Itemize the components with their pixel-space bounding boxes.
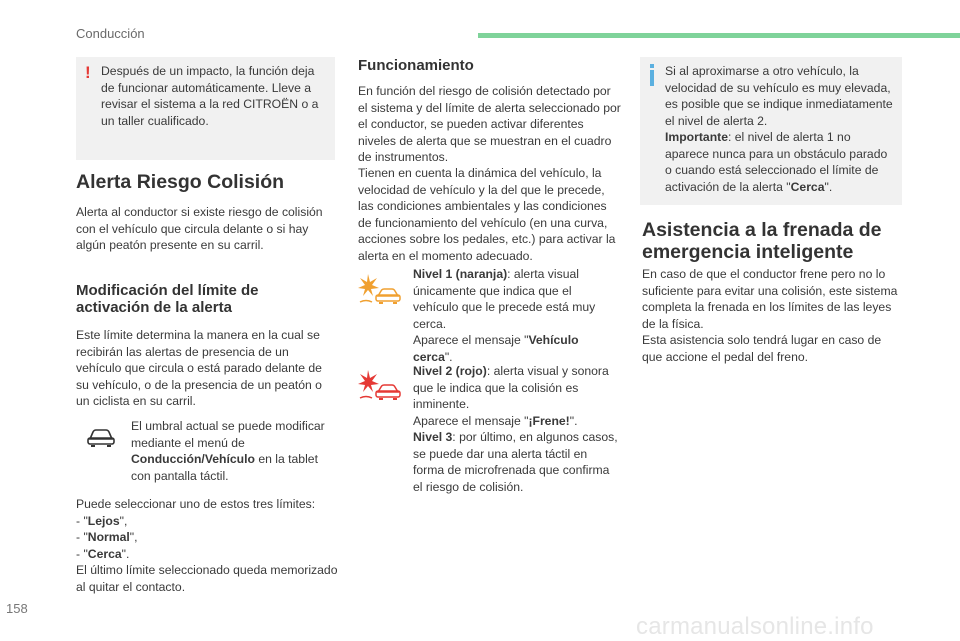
list-item: [76, 546, 338, 563]
level1-desc: : alerta visual únicamente que indica que el vehículo que le precede está muy cerca.: [413, 267, 596, 331]
info-icon: [648, 64, 656, 91]
level2-text: [413, 363, 618, 495]
select-intro: Puede seleccionar uno de estos tres límites:: [76, 497, 316, 511]
list-item: [76, 529, 338, 546]
heading-asistencia-frenada: Asistencia a la frenada de emergencia inteligente: [642, 219, 882, 263]
heading-alerta-riesgo: Alerta Riesgo Colisión: [76, 171, 285, 193]
car-icon: [86, 426, 116, 453]
info-note-important: Importante: [665, 130, 728, 144]
option-suffix: ",: [119, 513, 128, 528]
limit-paragraph: Este límite determina la manera en la cual se recibirán las alertas de presencia de un vehículo que circula o está parado delante de su vehículo, o de la presencia de un peatón o un ciclista en su carril.: [76, 328, 322, 408]
heading-modificacion-limite: Modificación del límite de activación de la alerta: [76, 282, 259, 316]
func-paragraph-1: En función del riesgo de colisión detectado por el sistema y del límite de alerta seleccionado por el conductor, se pueden activar diferentes niveles de alerta que se muestran en el cuadro de instrumentos.: [358, 84, 621, 164]
level2-msg-a: Aparece el mensaje ": [413, 413, 529, 428]
option-prefix: - ": [76, 546, 88, 561]
watermark: carmanualsonline.info: [636, 613, 874, 640]
warning-icon: !: [85, 63, 91, 82]
option-normal: Normal: [87, 530, 130, 544]
car-note-submenu: Vehículo: [204, 452, 255, 466]
level1-msg-a: Aparece el mensaje ": [413, 333, 529, 347]
level1-message: Vehículo cerca: [413, 333, 579, 364]
info-note-c: : el nivel de alerta 1 no aparece nunca para un obstáculo parado o cuando está seleccionado el límite de activación de la alerta ": [665, 130, 888, 194]
option-prefix: - ": [76, 530, 88, 544]
level1-msg-c: ".: [444, 349, 453, 364]
car-note-menu: Conducción: [131, 452, 202, 466]
func-paragraph-2: Tienen en cuenta la dinámica del vehículo, la velocidad de vehículo y la del que le precede, las condiciones ambientales y las condiciones de funcionamiento del vehículo (en una curva, acciones sobre los pedales, etc.) para activar la alerta en el momento adecuado.: [358, 166, 616, 263]
level1-label: Nivel 1 (naranja): [413, 267, 508, 281]
warning-note-text: Después de un impacto, la función deja de funcionar automáticamente. Lleve a revisar el sistema a la red CITROËN o a un taller cualificado.: [101, 64, 319, 128]
collision-alert-red-icon: [358, 368, 402, 411]
limits-list: [76, 496, 338, 595]
frenada-paragraph-2: Esta asistencia solo tendrá lugar en caso de que accione el pedal del freno.: [642, 333, 882, 364]
option-lejos: Lejos: [87, 513, 120, 528]
list-item: [76, 513, 338, 530]
memo-text: El último límite seleccionado queda memorizado al quitar el contacto.: [76, 563, 338, 594]
level1-text: [413, 266, 613, 365]
car-note-text-c: en la tablet con pantalla táctil.: [131, 452, 318, 483]
level3-desc: : por último, en algunos casos, se puede dar una alerta táctil en forma de microfrenada que confirma el riesgo de colisión.: [413, 430, 618, 494]
header-accent-bar: [478, 33, 960, 38]
heading-funcionamiento: Funcionamiento: [358, 57, 474, 74]
section-title: Conducción: [76, 26, 145, 41]
info-note-cerca: Cerca: [790, 179, 825, 194]
collision-alert-orange-icon: [358, 272, 402, 315]
info-note-e: ".: [824, 179, 833, 194]
option-suffix: ",: [129, 530, 138, 544]
page-number: 158: [6, 601, 28, 616]
frenada-paragraph-1: En caso de que el conductor frene pero no lo suficiente para evitar una colisión, este sistema completa la frenada en los límites de las leyes de la física.: [642, 267, 898, 331]
car-note: [131, 418, 331, 484]
level2-label: Nivel 2 (rojo): [413, 364, 487, 378]
car-note-text-a: El umbral actual se puede modificar mediante el menú de: [131, 419, 325, 450]
option-suffix: ".: [121, 546, 130, 561]
info-note-a: Si al aproximarse a otro vehículo, la velocidad de su vehículo es muy elevada, es posible que se indique inmediatamente el nivel de alerta 2.: [665, 64, 893, 128]
car-note-sep: /: [201, 452, 205, 466]
intro-paragraph: Alerta al conductor si existe riesgo de colisión con el vehículo que circula delante o si hay algún peatón presente en su carril.: [76, 205, 323, 252]
level2-message: ¡Frene!: [528, 413, 570, 428]
level3-label: Nivel 3: [413, 430, 453, 444]
level2-msg-c: ".: [569, 413, 578, 428]
info-note-text: [665, 63, 897, 195]
option-prefix: - ": [76, 513, 88, 528]
option-cerca: Cerca: [87, 546, 122, 561]
level2-desc: : alerta visual y sonora que le indica que la colisión es inminente.: [413, 364, 609, 411]
